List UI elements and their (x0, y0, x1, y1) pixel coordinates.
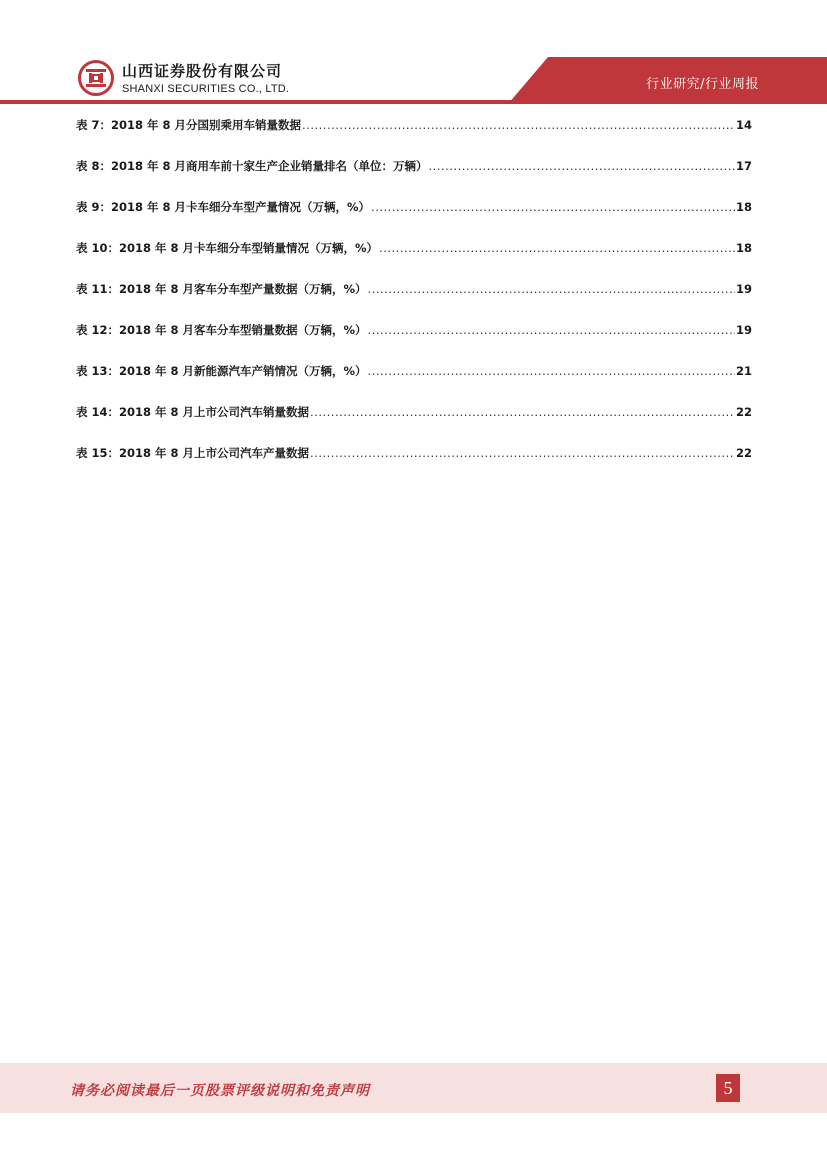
page-header (0, 0, 827, 110)
toc-entry-page: 14 (735, 118, 752, 132)
toc-entry-label: 表 15：2018 年 8 月上市公司汽车产量数据 (76, 446, 310, 460)
toc-entry-label: 表 8：2018 年 8 月商用车前十家生产企业销量排名（单位：万辆） (76, 159, 428, 173)
toc-dot-leader (379, 241, 735, 255)
toc-entry-label: 表 14：2018 年 8 月上市公司汽车销量数据 (76, 405, 310, 419)
toc-entry-page: 18 (735, 200, 752, 214)
toc-entry[interactable] (76, 445, 752, 486)
toc-dot-leader (368, 282, 735, 296)
toc-entry[interactable] (76, 117, 752, 158)
footer-disclaimer: 请务必阅读最后一页股票评级说明和免责声明 (70, 1083, 370, 1099)
toc-entry-page: 18 (735, 241, 752, 255)
toc-dot-leader (371, 200, 735, 214)
report-type-tag: 行业研究/行业周报 (646, 77, 759, 92)
toc-entry-label: 表 10：2018 年 8 月卡车细分车型销量情况（万辆，%） (76, 241, 379, 255)
toc-entry-page: 22 (735, 405, 752, 419)
table-of-contents (76, 117, 752, 486)
toc-dot-leader (310, 405, 735, 419)
toc-entry[interactable] (76, 240, 752, 281)
toc-dot-leader (368, 364, 735, 378)
toc-entry[interactable] (76, 199, 752, 240)
toc-dot-leader (429, 159, 735, 173)
toc-entry[interactable] (76, 363, 752, 404)
company-name-cn: 山西证券股份有限公司 (122, 62, 283, 80)
company-name (122, 62, 289, 96)
toc-entry-page: 19 (735, 323, 752, 337)
company-name-en: SHANXI SECURITIES CO., LTD. (122, 83, 290, 95)
shanxi-securities-logo-icon (78, 60, 114, 96)
toc-entry-page: 17 (735, 159, 752, 173)
toc-entry[interactable] (76, 404, 752, 445)
toc-entry[interactable] (76, 158, 752, 199)
toc-entry-label: 表 11：2018 年 8 月客车分车型产量数据（万辆，%） (76, 282, 367, 296)
toc-entry-label: 表 12：2018 年 8 月客车分车型销量数据（万辆，%） (76, 323, 367, 337)
toc-entry[interactable] (76, 281, 752, 322)
toc-dot-leader (368, 323, 735, 337)
toc-entry[interactable] (76, 322, 752, 363)
toc-entry-label: 表 9：2018 年 8 月卡车细分车型产量情况（万辆，%） (76, 200, 371, 214)
toc-dot-leader (302, 118, 735, 132)
page-number: 5 (716, 1074, 740, 1102)
toc-entry-page: 19 (735, 282, 752, 296)
toc-entry-page: 21 (735, 364, 752, 378)
toc-entry-label: 表 7：2018 年 8 月分国别乘用车销量数据 (76, 118, 302, 132)
toc-entry-page: 22 (735, 446, 752, 460)
toc-entry-label: 表 13：2018 年 8 月新能源汽车产销情况（万辆，%） (76, 364, 367, 378)
toc-dot-leader (310, 446, 735, 460)
